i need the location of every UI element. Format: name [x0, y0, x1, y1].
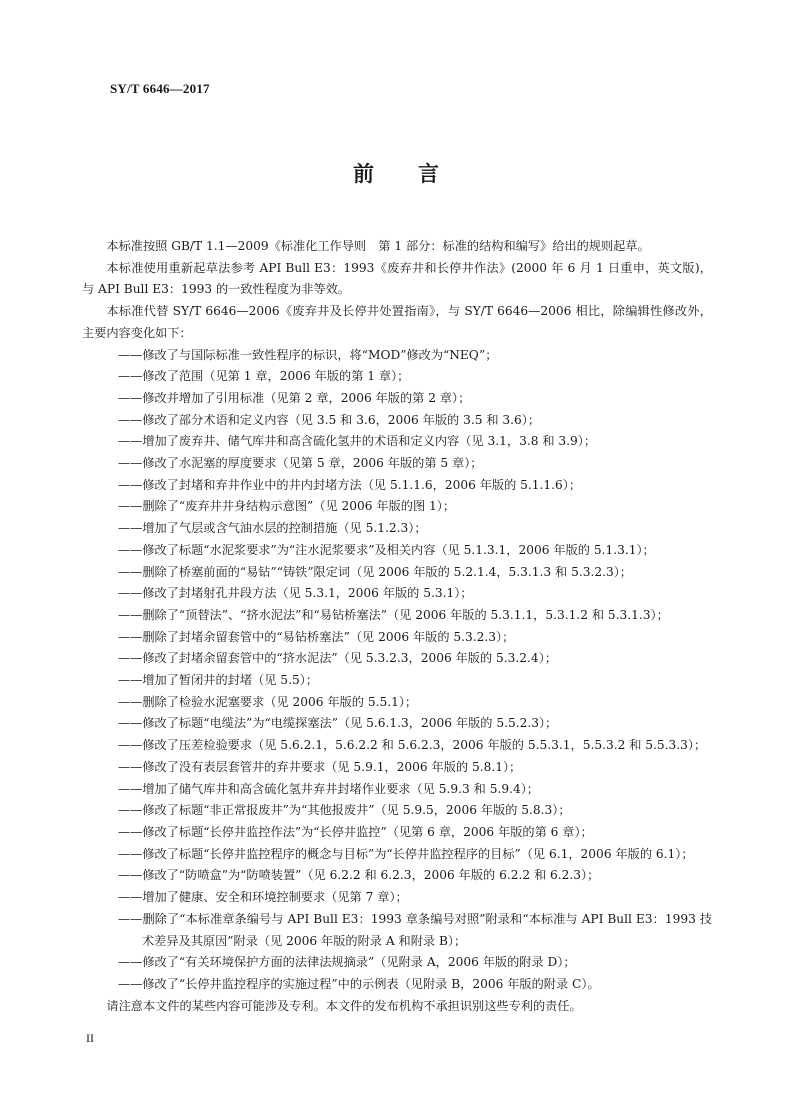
intro-paragraph: 本标准按照 GB/T 1.1—2009《标准化工作导则 第 1 部分：标准的结构和编写》给出的规则起草。 — [106, 239, 650, 253]
patent-note: 请注意本文件的某些内容可能涉及专利。本文件的发布机构不承担识别这些专利的责任。 — [106, 998, 582, 1013]
change-item: ——删除了“本标准章条编号与 API Bull E3：1993 章条编号对照”附录和“本标准与 API Bull E3：1993 技术差异及其原因”附录（见 2006 年版的附录 A 和附录 B）； — [118, 911, 712, 948]
change-item: ——删除了检验水泥塞要求（见 2006 年版的 5.5.1）； — [118, 694, 418, 709]
change-item: ——修改了“有关环境保护方面的法律法规摘录”（见附录 A，2006 年版的附录 D）； — [118, 955, 576, 970]
title-char-2: 言 — [418, 162, 439, 186]
intro-paragraph: 本标准代替 SY/T 6646—2006《废弃井及长停井处置指南》，与 SY/T 6646—2006 相比，除编辑性修改外，主要内容变化如下： — [82, 304, 712, 340]
change-item: ——修改了与国际标准一致性程序的标识，将“MOD”修改为“NEQ”； — [118, 347, 498, 362]
change-list — [82, 345, 712, 996]
change-item: ——修改了部分术语和定义内容（见 3.5 和 3.6，2006 年版的 3.5 和 3.6）； — [118, 412, 541, 427]
change-item: ——修改了标题“电缆法”为“电缆探塞法”（见 5.6.1.3，2006 年版的 5.5.2.3）； — [118, 716, 558, 731]
change-item: ——删除了桥塞前面的“易钻”“铸铁”限定词（见 2006 年版的 5.2.1.4，5.3.1.3 和 5.3.2.3）； — [118, 564, 632, 579]
title-char-1: 前 — [353, 162, 374, 186]
change-item: ——增加了健康、安全和环境控制要求（见第 7 章）； — [118, 890, 408, 905]
change-item: ——修改了标题“长停井监控作法”为“长停井监控”（见第 6 章，2006 年版的第 6 章）； — [118, 824, 593, 839]
change-item: ——修改了“防喷盒”为“防喷装置”（见 6.2.2 和 6.2.3，2006 年版的 6.2.2 和 6.2.3）； — [118, 868, 600, 883]
change-item: ——修改了封堵和弃井作业中的井内封堵方法（见 5.1.1.6，2006 年版的 5.1.1.6）； — [118, 477, 582, 492]
change-item: ——修改了压差检验要求（见 5.6.2.1，5.6.2.2 和 5.6.2.3，2006 年版的 5.5.3.1，5.5.3.2 和 5.5.3.3）； — [118, 738, 707, 753]
change-item: ——增加了暂闭井的封堵（见 5.5）； — [118, 673, 318, 688]
change-item: ——增加了废弃井、储气库井和高含硫化氢井的术语和定义内容（见 3.1，3.8 和 3.9）； — [118, 434, 597, 449]
change-item: ——修改了标题“水泥浆要求”为“注水泥浆要求”及相关内容（见 5.1.3.1，2006 年版的 5.1.3.1）； — [118, 542, 655, 557]
change-item: ——修改了标题“非正常报废井”为“其他报废井”（见 5.9.5，2006 年版的 5.8.3）； — [118, 803, 571, 818]
document-code: SY/T 6646—2017 — [110, 81, 210, 96]
page-number: II — [86, 1031, 94, 1045]
change-item: ——修改了标题“长停井监控程序的概念与目标”为“长停井监控程序的目标”（见 6.1，2006 年版的 6.1）； — [118, 846, 694, 861]
change-item: ——删除了封堵余留套管中的“易钻桥塞法”（见 2006 年版的 5.3.2.3）； — [118, 629, 515, 644]
change-item: ——修改了封堵射孔井段方法（见 5.3.1，2006 年版的 5.3.1）； — [118, 586, 473, 601]
change-item: ——修改了“长停井监控程序的实施过程”中的示例表（见附录 B，2006 年版的附录 C）。 — [118, 976, 600, 991]
change-item: ——修改并增加了引用标准（见第 2 章，2006 年版的第 2 章）； — [118, 390, 471, 405]
intro-paragraph: 本标准使用重新起草法参考 API Bull E3：1993《废弃井和长停井作法》(2000 年 6 月 1 日重申，英文版)，与 API Bull E3：1993 的一致性程度为非等效。 — [82, 260, 712, 297]
section-title — [0, 158, 792, 188]
change-item: ——修改了范围（见第 1 章，2006 年版的第 1 章）； — [118, 369, 410, 384]
change-item: ——增加了气层或含气油水层的控制措施（见 5.1.2.3）； — [118, 521, 427, 536]
change-item: ——删除了“废弃井井身结构示意图”（见 2006 年版的图 1）； — [118, 499, 456, 514]
foreword-body — [82, 236, 712, 1017]
change-item: ——增加了储气库井和高含硫化氢井弃井封堵作业要求（见 5.9.3 和 5.9.4）； — [118, 781, 539, 796]
change-item: ——修改了封堵余留套管中的“挤水泥法”（见 5.3.2.3，2006 年版的 5.3.2.4）； — [118, 651, 557, 666]
change-item: ——删除了“顶替法”、“挤水泥法”和“易钻桥塞法”（见 2006 年版的 5.3.1.1，5.3.1.2 和 5.3.1.3）； — [118, 607, 669, 622]
change-item: ——修改了没有表层套管井的弃井要求（见 5.9.1，2006 年版的 5.8.1）； — [118, 759, 522, 774]
change-item: ——修改了水泥塞的厚度要求（见第 5 章，2006 年版的第 5 章）； — [118, 456, 483, 471]
